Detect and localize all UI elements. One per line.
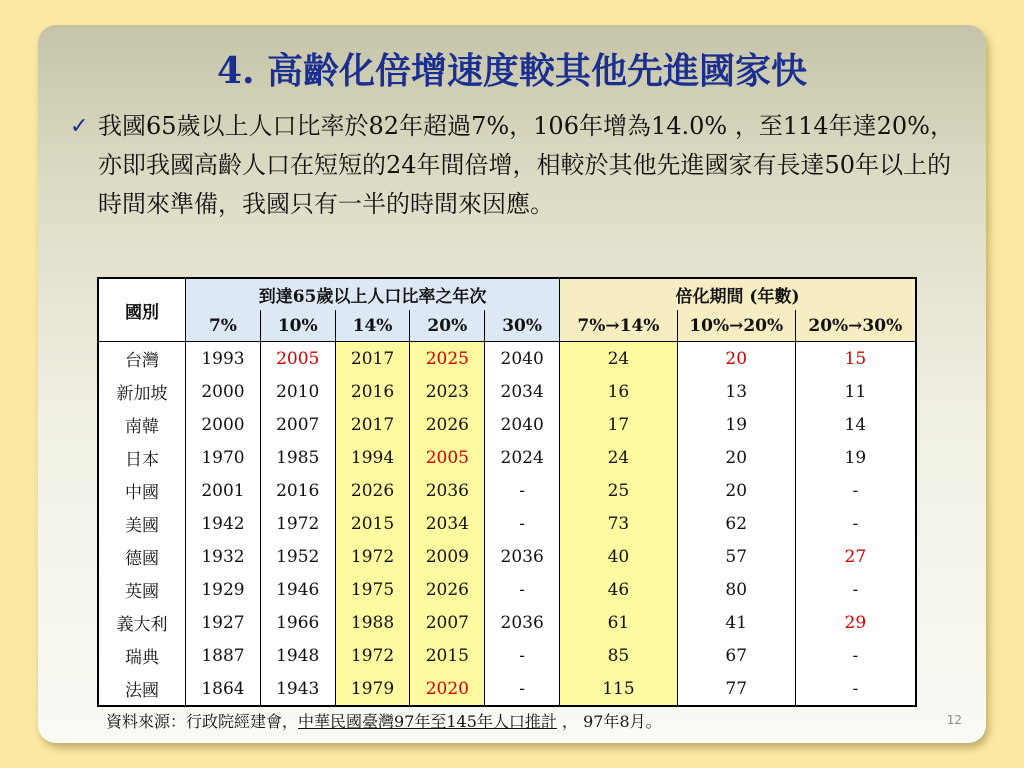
- year-cell: 1985: [260, 441, 335, 474]
- slide-title: 4. 高齡化倍增速度較其他先進國家快: [216, 50, 808, 92]
- year-cell: 1966: [260, 606, 335, 639]
- year-cell: 2017: [335, 342, 410, 376]
- period-cell: 13: [677, 375, 795, 408]
- year-cell: 2040: [485, 342, 560, 376]
- period-col-header: 7%→14%: [560, 310, 678, 342]
- period-cell: 67: [677, 639, 795, 672]
- period-cell: 25: [560, 474, 678, 507]
- year-cell: 1972: [335, 639, 410, 672]
- year-cell: 2005: [410, 441, 485, 474]
- year-cell: 2026: [410, 408, 485, 441]
- period-cell: 29: [795, 606, 916, 639]
- year-cell: 1952: [260, 540, 335, 573]
- country-cell: 法國: [125, 681, 160, 701]
- year-cell: -: [485, 639, 560, 672]
- period-cell: 19: [677, 408, 795, 441]
- period-group-header: 倍化期間 (年數): [560, 278, 916, 310]
- year-cell: 2020: [410, 672, 485, 706]
- year-cell: 2023: [410, 375, 485, 408]
- period-cell: 20: [677, 441, 795, 474]
- page-number: 12: [946, 713, 962, 727]
- year-cell: -: [485, 507, 560, 540]
- year-cell: 2000: [186, 408, 261, 441]
- period-col-header: 10%→20%: [677, 310, 795, 342]
- year-cell: 1988: [335, 606, 410, 639]
- table-row: [98, 639, 916, 672]
- year-col-header: 14%: [335, 310, 410, 342]
- period-cell: 24: [560, 342, 678, 376]
- year-cell: -: [485, 672, 560, 706]
- year-cell: 2036: [410, 474, 485, 507]
- period-cell: 46: [560, 573, 678, 606]
- table-row: [98, 474, 916, 507]
- country-cell: 台灣: [125, 351, 160, 371]
- year-group-header: 到達65歲以上人口比率之年次: [186, 278, 560, 310]
- subheader-row: [98, 310, 916, 342]
- year-cell: 2015: [335, 507, 410, 540]
- checkmark-icon: ✓: [70, 114, 89, 139]
- period-col-header: 20%→30%: [795, 310, 916, 342]
- country-cell: 義大利: [116, 615, 168, 635]
- year-cell: 2025: [410, 342, 485, 376]
- year-cell: 1946: [260, 573, 335, 606]
- table-row: [98, 540, 916, 573]
- year-cell: 1979: [335, 672, 410, 706]
- aging-table: [97, 277, 917, 707]
- year-cell: 2026: [335, 474, 410, 507]
- year-cell: 2009: [410, 540, 485, 573]
- source-prefix: 資料來源：行政院經建會，: [106, 712, 299, 731]
- period-cell: -: [795, 672, 916, 706]
- year-cell: 1948: [260, 639, 335, 672]
- year-cell: 1972: [335, 540, 410, 573]
- source-note: [106, 709, 662, 732]
- year-cell: 2040: [485, 408, 560, 441]
- year-cell: 1943: [260, 672, 335, 706]
- year-cell: 1993: [186, 342, 261, 376]
- country-cell: 瑞典: [125, 648, 160, 668]
- period-cell: 73: [560, 507, 678, 540]
- year-cell: 1864: [186, 672, 261, 706]
- year-cell: 1975: [335, 573, 410, 606]
- period-cell: 40: [560, 540, 678, 573]
- year-cell: 2024: [485, 441, 560, 474]
- country-cell: 德國: [125, 549, 160, 569]
- period-cell: -: [795, 639, 916, 672]
- period-cell: 57: [677, 540, 795, 573]
- country-cell: 美國: [125, 516, 160, 536]
- year-cell: 1927: [186, 606, 261, 639]
- period-cell: 24: [560, 441, 678, 474]
- year-cell: 2034: [485, 375, 560, 408]
- year-cell: 1942: [186, 507, 261, 540]
- table-body: [98, 342, 916, 707]
- source-link[interactable]: 中華民國臺灣97年至145年人口推計: [298, 712, 557, 731]
- period-cell: 62: [677, 507, 795, 540]
- year-cell: 2034: [410, 507, 485, 540]
- period-cell: 80: [677, 573, 795, 606]
- year-col-header: 30%: [485, 310, 560, 342]
- period-cell: 27: [795, 540, 916, 573]
- year-cell: 2026: [410, 573, 485, 606]
- year-cell: 1887: [186, 639, 261, 672]
- period-cell: 20: [677, 474, 795, 507]
- period-cell: 41: [677, 606, 795, 639]
- period-cell: 16: [560, 375, 678, 408]
- year-cell: 2001: [186, 474, 261, 507]
- period-cell: 20: [677, 342, 795, 376]
- country-cell: 英國: [125, 582, 160, 602]
- country-cell: 南韓: [125, 417, 160, 437]
- year-cell: 1972: [260, 507, 335, 540]
- country-cell: 新加坡: [116, 384, 168, 404]
- year-cell: 1929: [186, 573, 261, 606]
- period-cell: 19: [795, 441, 916, 474]
- year-cell: 2007: [410, 606, 485, 639]
- table-row: [98, 507, 916, 540]
- period-cell: 77: [677, 672, 795, 706]
- period-cell: 85: [560, 639, 678, 672]
- period-cell: -: [795, 507, 916, 540]
- country-cell: 中國: [125, 483, 160, 503]
- table-row: [98, 672, 916, 706]
- year-cell: 1994: [335, 441, 410, 474]
- period-cell: 14: [795, 408, 916, 441]
- year-col-header: 7%: [186, 310, 261, 342]
- table-row: [98, 441, 916, 474]
- period-cell: 17: [560, 408, 678, 441]
- year-cell: 2016: [335, 375, 410, 408]
- year-cell: 2036: [485, 606, 560, 639]
- year-cell: 2007: [260, 408, 335, 441]
- table-row: [98, 606, 916, 639]
- period-cell: 15: [795, 342, 916, 376]
- period-cell: 11: [795, 375, 916, 408]
- table-row: [98, 375, 916, 408]
- year-cell: 1932: [186, 540, 261, 573]
- country-header: 國別: [98, 278, 186, 342]
- table-row: [98, 342, 916, 376]
- year-cell: -: [485, 573, 560, 606]
- source-suffix: ， 97年8月。: [556, 712, 662, 731]
- year-cell: -: [485, 474, 560, 507]
- year-cell: 2005: [260, 342, 335, 376]
- year-cell: 2017: [335, 408, 410, 441]
- bullet-point: [70, 107, 968, 224]
- year-cell: 2010: [260, 375, 335, 408]
- country-cell: 日本: [125, 450, 160, 470]
- year-col-header: 20%: [410, 310, 485, 342]
- period-cell: -: [795, 474, 916, 507]
- period-cell: 61: [560, 606, 678, 639]
- period-cell: -: [795, 573, 916, 606]
- year-cell: 1970: [186, 441, 261, 474]
- year-cell: 2015: [410, 639, 485, 672]
- year-cell: 2000: [186, 375, 261, 408]
- table-row: [98, 408, 916, 441]
- bullet-text: 我國65歲以上人口比率於82年超過7%，106年增為14.0% ，至114年達20%，亦即我國高齡人口在短短的24年間倍增，相較於其他先進國家有長達50年以上的時間來準備，我國只有一半的時間來因應。: [98, 112, 954, 218]
- year-cell: 2036: [485, 540, 560, 573]
- slide: [38, 25, 986, 743]
- period-cell: 115: [560, 672, 678, 706]
- year-cell: 2016: [260, 474, 335, 507]
- table-row: [98, 573, 916, 606]
- year-col-header: 10%: [260, 310, 335, 342]
